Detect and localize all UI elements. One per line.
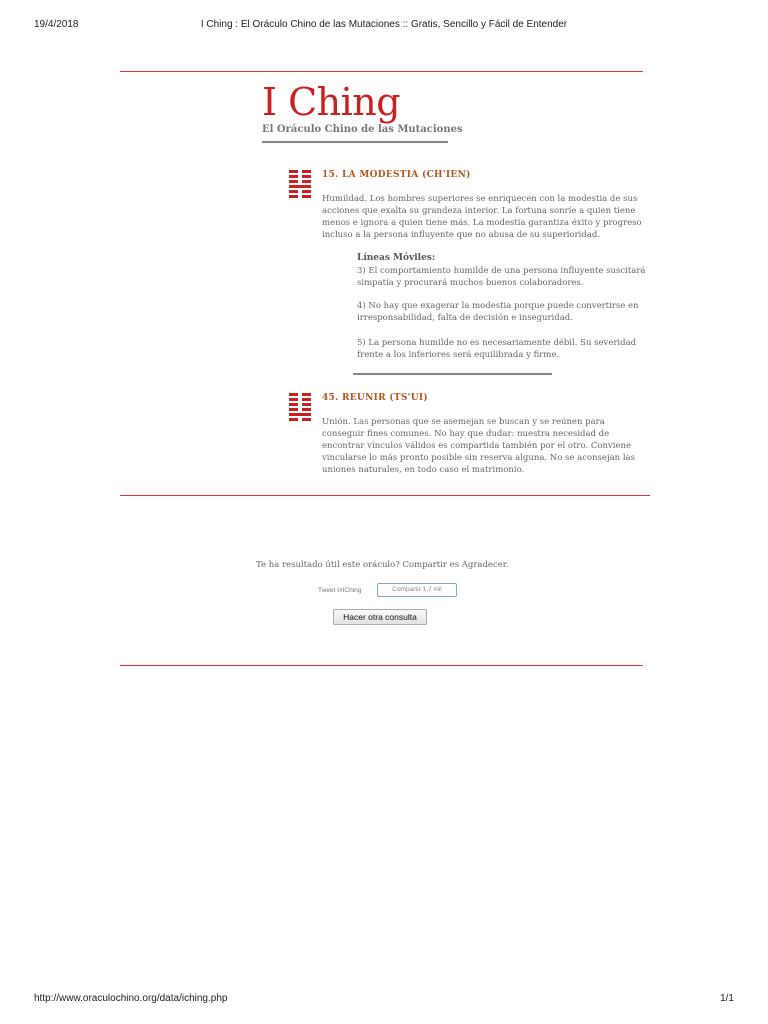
hexagram-icon	[289, 393, 311, 423]
hexagram-broken-line	[289, 408, 311, 411]
hexagram-broken-line	[289, 403, 311, 406]
hexagram-broken-line	[289, 170, 311, 173]
section-divider	[353, 373, 552, 375]
content-divider	[120, 495, 650, 496]
hexagram-heading: 15. LA MODESTIA (CH'IEN)	[322, 170, 471, 180]
hexagram-broken-line	[289, 398, 311, 401]
hexagram-broken-line	[289, 175, 311, 178]
hexagram-broken-line	[289, 418, 311, 421]
hexagram-broken-line	[289, 195, 311, 198]
hexagram-broken-line	[289, 190, 311, 193]
top-divider	[120, 71, 643, 72]
new-consultation-button[interactable]: Hacer otra consulta	[333, 609, 427, 625]
print-url: http://www.oraculochino.org/data/iching.php	[34, 993, 228, 1004]
moving-lines-title: Líneas Móviles:	[357, 253, 436, 263]
print-date: 19/4/2018	[34, 19, 79, 30]
tweet-link[interactable]: Tweet I#IChing	[318, 587, 362, 594]
site-title[interactable]: I Ching	[262, 80, 401, 124]
hexagram-heading: 45. REUNIR (TS'UI)	[322, 393, 428, 403]
bottom-divider	[120, 665, 643, 666]
print-page-title: I Ching : El Oráculo Chino de las Mutaciones :: Gratis, Sencillo y Fácil de Entender	[200, 19, 568, 30]
site-subtitle: El Oráculo Chino de las Mutaciones	[262, 124, 463, 135]
hexagram-description: Unión. Las personas que se asemejan se buscan y se reúnen para conseguir fines comunes. No hay que dudar: nuestra necesidad de encontrar vínculos válidos es compartida también por el otro. Conviene vincularse lo más pronto posible sin reserva alguna. No se aconsejan las uniones naturales, en todo caso el matrimonio.	[322, 417, 635, 475]
hexagram-icon	[289, 170, 311, 200]
hexagram-description: Humildad. Los hombres superiores se enriquecen con la modestia de sus acciones que exalta su grandeza interior. La fortuna sonríe a quien tiene menos e ignora a quien tiene más. La modestia garantiza éxito y progreso incluso a la persona influyente que no abusa de su superioridad.	[322, 194, 642, 240]
title-underline	[262, 141, 448, 143]
facebook-share-button[interactable]: Compartir 1,7 mil	[377, 583, 457, 597]
moving-line-text: 3) El comportamiento humilde de una persona influyente suscitará simpatía y procurará muchos buenos colaboradores.	[357, 266, 646, 288]
hexagram-broken-line	[289, 180, 311, 183]
moving-line-text: 5) La persona humilde no es necesariamente débil. Su severidad frente a los inferiores será equilibrada y firme.	[357, 338, 637, 360]
print-page-count: 1/1	[720, 993, 734, 1004]
hexagram-broken-line	[289, 393, 311, 396]
hexagram-solid-line	[289, 185, 311, 188]
hexagram-solid-line	[289, 413, 311, 416]
share-question: Te ha resultado útil este oráculo? Compartir es Agradecer.	[256, 560, 509, 570]
moving-line-text: 4) No hay que exagerar la modestia porque puede convertirse en irresponsabilidad, falta de decisión e inseguridad.	[357, 301, 639, 323]
print-footer	[0, 993, 768, 1007]
print-header	[0, 19, 768, 33]
